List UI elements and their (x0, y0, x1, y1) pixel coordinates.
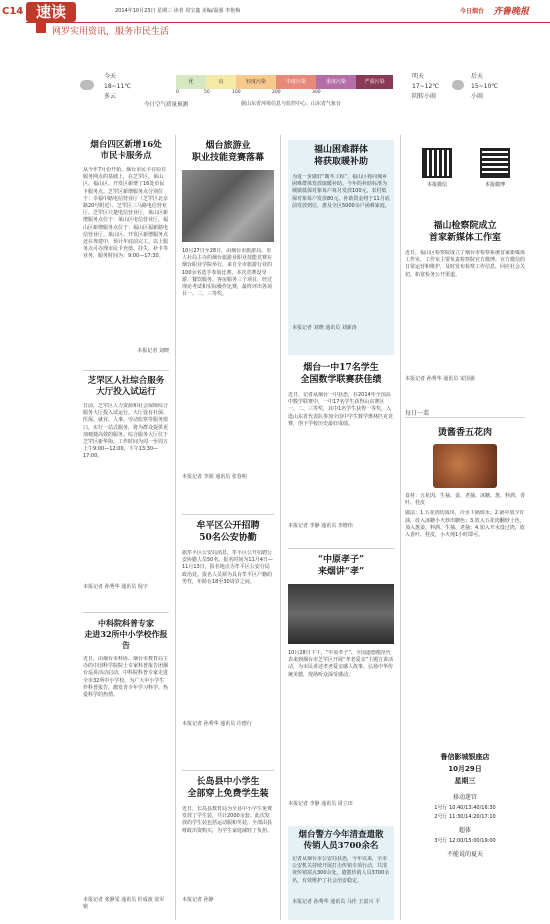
story-title: 中科院科普专家 走进32所中小学校作报告 (84, 618, 168, 650)
story-title: 烟台警方今年清查遣散 传销人员3700余名 (298, 830, 384, 851)
recipe-photo (433, 444, 497, 488)
weather-after: 后天 15~10℃ 小雨 (471, 73, 499, 100)
col1-story-3 (83, 618, 169, 918)
slogan-tab (36, 23, 46, 33)
column-rule (400, 135, 401, 920)
col3-story-3 (288, 554, 394, 822)
aqi-level-good: 优 (176, 75, 206, 89)
film-title: 超体 (458, 827, 471, 834)
col-divider (182, 514, 274, 515)
story-body: 记者从烟台市公安局获悉，今年以来，全市公安机关持续开展打击传销专项行动，共清查传销窝点300余处，遣散传销人员3700余名，有效维护了社会治安稳定。 (292, 856, 390, 884)
showtime-row: 3号厅 12:00/15:00/19:00 (434, 838, 496, 844)
story-byline: 本报记者 刘晓 通讯员 刘新涛 (292, 325, 357, 331)
story-photo (288, 584, 394, 644)
story-title: 福山困难群体 将获取暖补助 (313, 145, 368, 167)
col4-story-1 (405, 220, 525, 400)
story-body: 近日，由烟台市科协、烟台市教育局主办的中国科学院院士专家科普报告团烟台巡讲活动启动，中科院科普专家走进全市32所中小学校，为广大中小学生作科普报告，激发青少年学习科学、热爱科学的热情。 (83, 656, 169, 699)
weather-today-temp: 18~11℃ (104, 83, 132, 90)
story-title: “中原孝子” 来烟讲“孝” (317, 555, 365, 577)
story-title: 烟台旅游业 职业技能竞赛落幕 (191, 141, 264, 163)
story-byline: 本报记者 孙秀华 通讯员 宋国强 (405, 376, 475, 382)
story-byline: 本报记者 孙秀华 通讯员 许德行 (182, 721, 252, 727)
story-body: 从今年7月份开始，烟台市民卡在原有服务网点的基础上，在芝罘区、莱山区、福山区、开发区新增了16处市民卡服务点。芝罘区新增服务点分别位于：幸福中路电信营业厅（芝罘区北京路20号附近）、芝罘区三马路电信营业厅、芝罘区只楚电信营业厅，莱山区新增服务点位于：莱山区电信营业厅，福山区新增服务点位于：福山区福新路电信营业厅。莱山区、开发区新增服务点还在筹建中，预计年底前完工。以上服务点可办理市民卡充值、挂失、补卡等业务，服务时间为：9:00—17:30。 (83, 167, 169, 260)
qr-weibo: 本报微博 (478, 148, 512, 192)
aqi-level-heavy: 重度污染 (316, 75, 356, 89)
qr-wechat: 本报微信 (420, 148, 454, 192)
brand-name: 今日烟台 (460, 8, 485, 15)
col1-story-2 (83, 376, 169, 600)
aqi-source: 据山东省环境信息与监控中心、山东省气象台 (241, 101, 342, 107)
story-title: 芝罘区人社综合服务 大厅投入试运行 (87, 376, 165, 397)
page-number: C14 (2, 6, 24, 17)
recipe-rule (405, 417, 525, 418)
story-body: 10月27日至28日，由烟台市旅游局、市人社局主办的烟台旅游业职业技能竞赛在烟台职业学院举行，来自全市旅游行业的100余名选手参加比赛。本次竞赛设导游、餐饮服务、客房服务三个项目，经过理论考试和实际操作比赛，最终评出各项目一、二、三等奖。 (182, 248, 273, 298)
page-header (0, 0, 550, 38)
aqi-scale (176, 75, 393, 89)
date-info: 2014年10月23日 星期三 读者 周宝鑫 美编/温强 李艳梅 (115, 8, 241, 14)
cinema-name: 鲁信影城银座店 (440, 753, 490, 761)
movie-date: 10月29日 (448, 765, 482, 773)
section-title: 速读 (35, 3, 66, 21)
col-divider (83, 612, 169, 613)
story-title: 长岛县中小学生 全部穿上免费学生装 (187, 777, 269, 799)
weather-bar (76, 72, 521, 112)
rain-icon (452, 80, 464, 90)
col3-story-4 (288, 826, 394, 920)
aqi-level-medium: 中度污染 (276, 75, 316, 89)
story-body: 据牟平区公安局消息，牟平区公开招聘公安协勤人员50名。报名时间为11月4日—11月13日，报名地点为牟平区公安分局政治处。报名人员须为具有牟平区户籍的男性，年龄在18至30周岁之间。 (182, 550, 273, 585)
header-rule (26, 22, 550, 23)
movie-weekday: 星期三 (454, 777, 476, 785)
aqi-level-moderate: 良 (206, 75, 236, 89)
slogan: 网罗实用资讯，服务市民生活 (52, 27, 170, 37)
col-divider (288, 548, 394, 549)
weather-today-label: 今天 (104, 73, 117, 80)
qr-code-icon (422, 148, 452, 178)
story-title: 牟平区公开招聘 50名公安协勤 (196, 521, 260, 543)
showtime-row: 2号厅 11:30/14:20/17:10 (434, 814, 496, 820)
aqi-level-light: 轻度污染 (236, 75, 276, 89)
story-body: 近日，福山区检察院成立了烟台市检察系统首家新媒体工作室。工作室主要负责检察院官方微博、官方微信的日常运营和维护，及时发布检察工作信息，回应社会关切，拓宽检务公开渠道。 (405, 250, 525, 278)
story-title: 福山检察院成立 首家新媒体工作室 (428, 221, 501, 243)
story-body: 近日，长岛县教育局为全县中小学生免费发放了学生装，共计2000余套。此次发放的学生装包括运动服和冬装，全部由县财政出资购买，为学生家庭减轻了负担。 (182, 806, 273, 834)
story-body: 近日，记者从烟台一中获悉，在2014年全国高中数学联赛中，一中17名学生获得山东赛区一、二、三等奖，其中1名学生获得一等奖，入选山东省代表队参加全国中学生数学奥林匹克竞赛，创下学校历史最好成绩。 (288, 392, 394, 427)
column-rule (280, 135, 281, 920)
aqi-level-severe: 严重污染 (356, 75, 393, 89)
recipe-box (405, 408, 525, 648)
story-body: 10月28日下午，“中原孝子”、全国道德模范代表来到烟台市芝罘区开展“孝老爱亲”主题宣讲活动，为市民讲述孝老爱亲感人故事，弘扬中华传统美德，现场听众深受感动。 (288, 650, 394, 678)
aqi-ticks: 0 50 100 200 300 (176, 90, 321, 95)
story-byline: 本报记者 张静雯 通讯员 杜成波 张军铭 (83, 897, 165, 910)
recipe-steps: 做法：1.五花肉切成块，冷水下锅焯水；2.锅中放少许油，放入冰糖小火炒出糖色；3.放入五花肉翻炒上色，加入葱姜、料酒、生抽、老抽；4.加入开水没过肉，放入香叶、桂皮，小火炖1小时即可。 (405, 510, 525, 539)
qr-code-icon (480, 148, 510, 178)
col-divider (83, 370, 169, 371)
col2-story-3 (182, 776, 274, 920)
recipe-title: 烫酱香五花肉 (437, 428, 492, 438)
story-title: 烟台一中17名学生 全国数学联赛获佳绩 (300, 363, 382, 385)
story-byline: 本报记者 刘晓 (137, 348, 169, 354)
movie-listing (410, 752, 520, 918)
col1-story-1 (83, 140, 169, 365)
story-byline: 本报记者 李静 通讯员 李增伟 (288, 523, 353, 529)
weather-tomorrow: 明天 17~12℃ 阴转小雨 (412, 73, 440, 100)
col3-story-1 (288, 140, 394, 355)
col2-story-1 (182, 140, 274, 500)
cloud-icon (80, 80, 94, 90)
story-title: 烟台四区新增16处 市民卡服务点 (90, 140, 162, 161)
story-body: 日前，芝罘区人力资源和社会保障综合服务大厅投入试运行。大厅设有社保、医保、就业、人事、劳动监察等服务窗口，实行一站式服务，将为群众提供更加便捷高效的服务。综合服务大厅位于芝罘区新华街，工作时间为周一至周五上午9:00—12:00，下午13:30—17:00。 (83, 403, 169, 460)
film-title: 不能说的夏天 (446, 851, 483, 858)
brand-logo: 齐鲁晚报 (493, 7, 530, 17)
column-rule (175, 135, 176, 920)
showtime-row: 1号厅 10:40/13:40/16:30 (434, 805, 496, 811)
col3-story-2 (288, 362, 394, 542)
story-byline: 本报记者 孙秀华 通讯员 倪宇 (83, 584, 148, 590)
aqi-label: 今日空气质量预测 (144, 102, 189, 108)
film-title: 移动迷宫 (452, 794, 477, 801)
story-byline: 本报记者 李娟 通讯员 张春明 (182, 474, 247, 480)
section-badge (26, 2, 76, 22)
weather-today-desc: 多云 (104, 93, 117, 100)
col-divider (182, 770, 274, 771)
recipe-ingredients: 食材：五花肉、生抽、姜、老抽、冰糖、葱、料酒、香叶、桂皮 (405, 493, 526, 507)
story-byline: 本报记者 孙秀华 通讯员 马佳 王富兴 平 (292, 899, 380, 905)
recipe-header: 每日一菜 (405, 410, 430, 417)
story-photo (182, 170, 274, 242)
story-byline: 本报记者 李静 通讯员 周立田 (288, 801, 353, 807)
story-body: 为进一步做好“暖冬工程”，福山区将向城乡困难群体发放取暖补助。今年的补助标准为城镇低保对象每户每月发放100元，农村低保对象每户发放80元。补助资金将于11月底前发放到位，惠及全区5000余户困难家庭。 (292, 174, 390, 209)
col2-story-2 (182, 520, 274, 760)
story-byline: 本报记者 孙静 (182, 897, 214, 903)
